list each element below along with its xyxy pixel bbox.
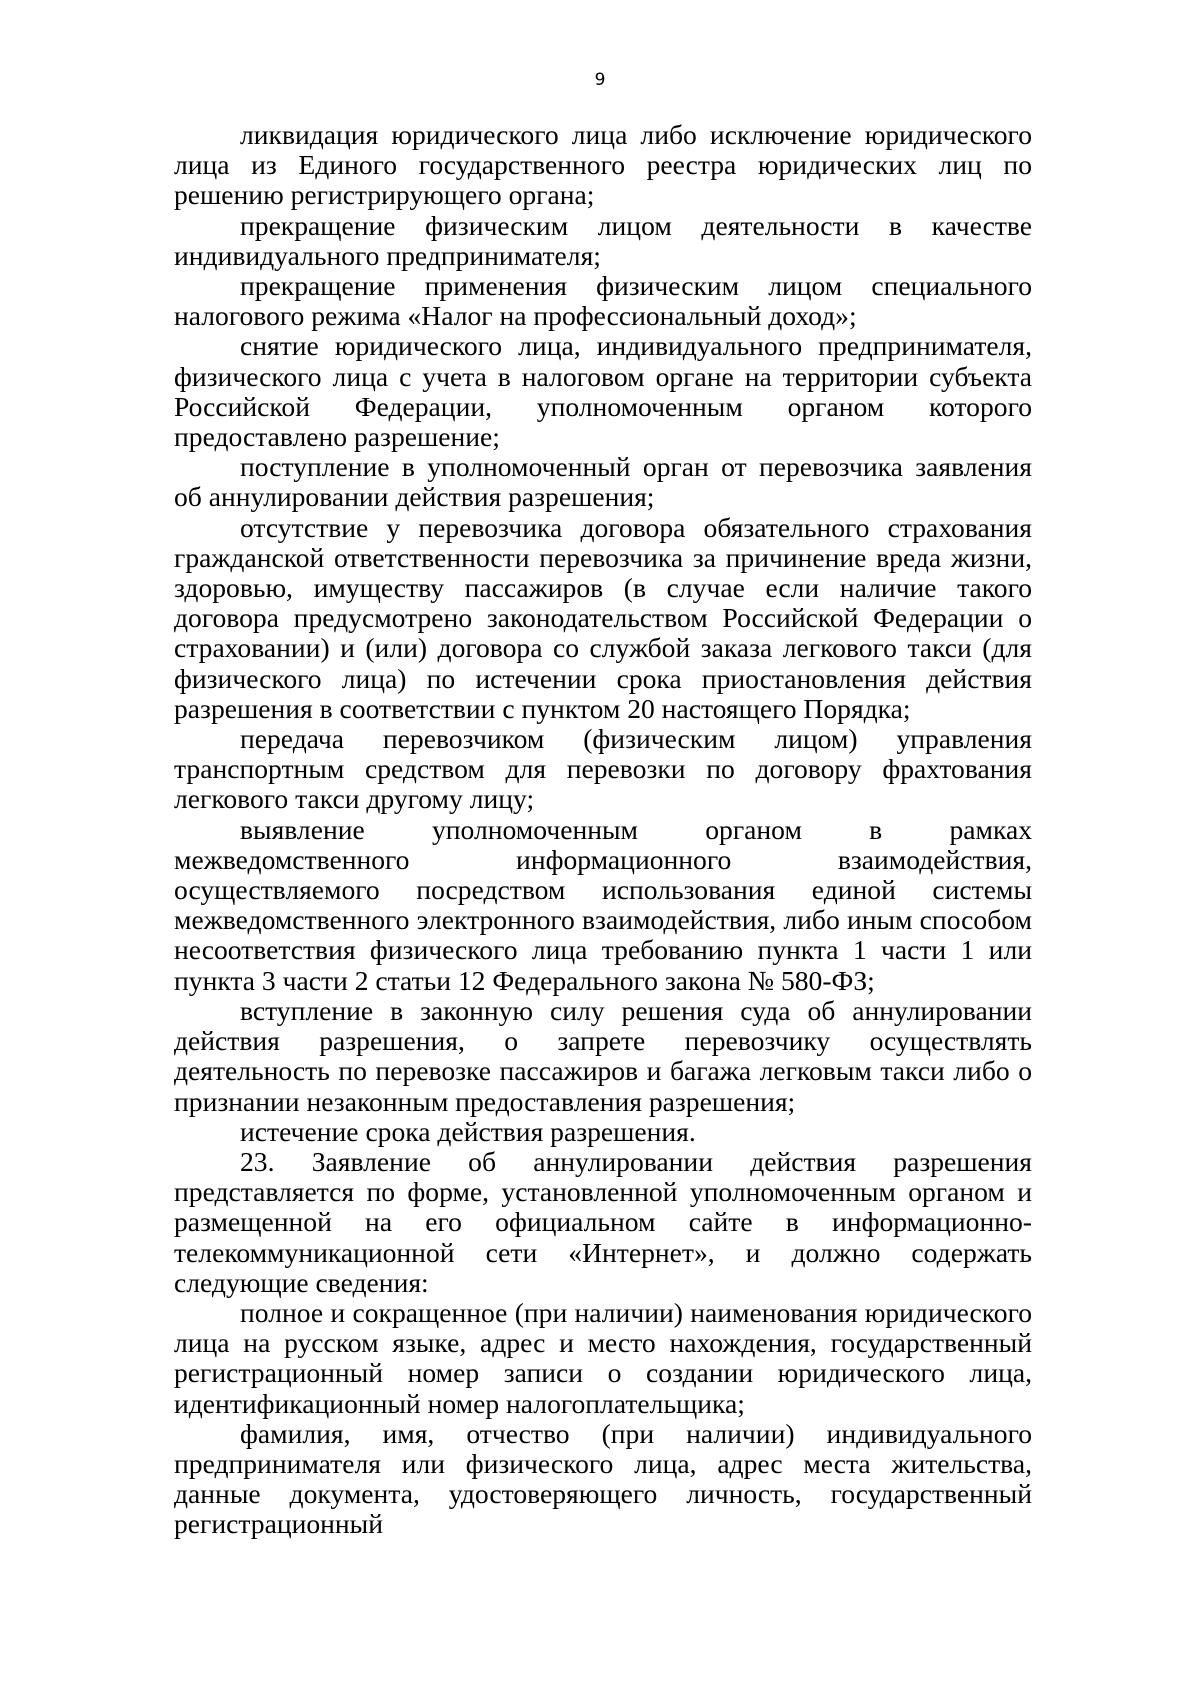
document-body [174,120,1032,1540]
paragraph-insurance-absence: отсутствие у перевозчика договора обязательного страхования гражданской ответственности перевозчика за причинение вреда жизни, здоровью, имуществу пассажиров (в случае если наличие такого договора предусмотрено законодательством Российской Федерации о страховании) и (или) договора со службой заказа легкового такси (для физического лица) по истечении срока приостановления действия разрешения в соответствии с пунктом 20 настоящего Порядка; [174,511,1032,724]
paragraph-permit-expiry: истечение срока действия разрешения. [240,1115,696,1147]
paragraph-tax-deregistration: снятие юридического лица, индивидуального предпринимателя, физического лица с учета в налоговом органе на территории субъекта Российской Федерации, уполномоченным органом которого предоставлено разрешение; [174,330,1032,453]
paragraph-tax-regime-termination: прекращение применения физическим лицом специального налогового режима «Налог на профессиональный доход»; [174,270,1032,332]
paragraph-entrepreneur-termination: прекращение физическим лицом деятельности в качестве индивидуального предпринимателя; [174,209,1032,271]
paragraph-court-decision: вступление в законную силу решения суда об аннулировании действия разрешения, о запрете перевозчику осуществлять деятельность по перевозке пассажиров и багажа легковым такси либо о признании незаконным предоставления разрешения; [174,994,1032,1117]
paragraph-vehicle-transfer: передача перевозчиком (физическим лицом) управления транспортным средством для перевозки по договору фрахтования легкового такси другому лицу; [174,723,1032,815]
paragraph-legal-entity-liquidation: ликвидация юридического лица либо исключение юридического лица из Единого государственного реестра юридических лиц по решению регистрирующего органа; [174,119,1032,211]
paragraph-individual-details: фамилия, имя, отчество (при наличии) индивидуального предпринимателя или физического лица, адрес места жительства, данные документа, удостоверяющего личность, государственный регистрационный [174,1417,1032,1540]
paragraph-carrier-application: поступление в уполномоченный орган от перевозчика заявления об аннулировании действия разрешения; [174,451,1032,513]
page-number: 9 [594,70,606,90]
paragraph-legal-entity-details: полное и сокращенное (при наличии) наименования юридического лица на русском языке, адрес и место нахождения, государственный регистрационный номер записи о создании юридического лица, идентификационный номер налогоплательщика; [174,1296,1032,1419]
paragraph-requirement-mismatch: выявление уполномоченным органом в рамках межведомственного информационного взаимодействия, осуществляемого посредством использования единой системы межведомственного электронного взаимодействия, либо иным способом несоответствия физического лица требованию пункта 1 части 1 или пункта 3 части 2 статьи 12 Федерального закона № 580-ФЗ; [174,813,1032,996]
paragraph-item-23: 23. Заявление об аннулировании действия разрешения представляется по форме, установленной уполномоченным органом и размещенной на его официальном сайте в информационно-телекоммуникационной сети «Интернет», и должно содержать следующие сведения: [174,1145,1032,1298]
